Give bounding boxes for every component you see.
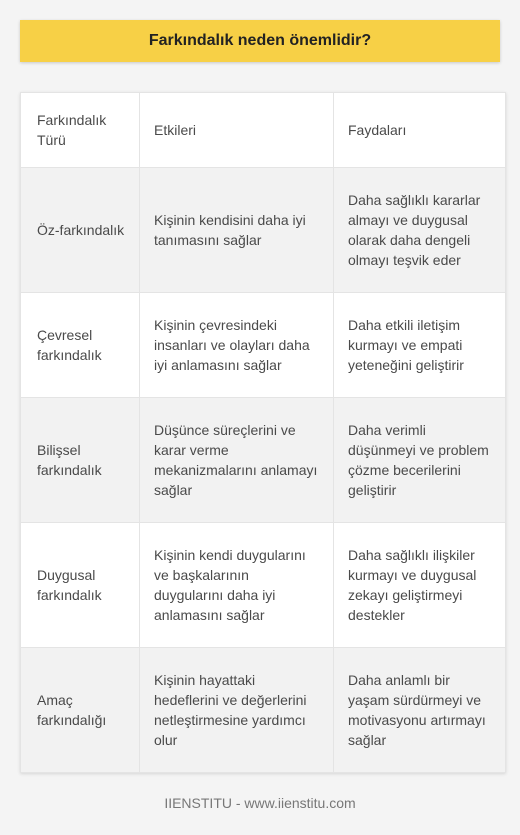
cell-effects: Kişinin kendi duygularını ve başkalarının duygularını daha iyi anlamasını sağlar: [140, 523, 334, 648]
cell-type: Öz-farkındalık: [21, 168, 140, 293]
cell-benefits: Daha verimli düşünmeyi ve problem çözme becerilerini geliştirir: [334, 398, 506, 523]
cell-benefits: Daha sağlıklı kararlar almayı ve duygusal olarak daha dengeli olmayı teşvik eder: [334, 168, 506, 293]
table-row: [21, 293, 506, 398]
table-row: [21, 168, 506, 293]
table-row: [21, 398, 506, 523]
header-cell-benefits: Faydaları: [334, 93, 506, 168]
cell-effects: Kişinin kendisini daha iyi tanımasını sağlar: [140, 168, 334, 293]
cell-type: Bilişsel farkındalık: [21, 398, 140, 523]
header-cell-type: Farkındalık Türü: [21, 93, 140, 168]
footer-credit: IIENSTITU - www.iienstitu.com: [164, 795, 356, 811]
table-row: [21, 523, 506, 648]
cell-benefits: Daha anlamlı bir yaşam sürdürmeyi ve motivasyonu artırmayı sağlar: [334, 648, 506, 773]
cell-effects: Düşünce süreçlerini ve karar verme mekanizmalarını anlamayı sağlar: [140, 398, 334, 523]
page-title: Farkındalık neden önemlidir?: [20, 20, 500, 62]
cell-type: Amaç farkındalığı: [21, 648, 140, 773]
cell-benefits: Daha sağlıklı ilişkiler kurmayı ve duygusal zekayı geliştirmeyi destekler: [334, 523, 506, 648]
table-row: [21, 648, 506, 773]
awareness-table: [20, 92, 506, 773]
cell-type: Duygusal farkındalık: [21, 523, 140, 648]
cell-effects: Kişinin hayattaki hedeflerini ve değerlerini netleştirmesine yardımcı olur: [140, 648, 334, 773]
cell-effects: Kişinin çevresindeki insanları ve olayları daha iyi anlamasını sağlar: [140, 293, 334, 398]
table-header-row: [21, 93, 506, 168]
cell-type: Çevresel farkındalık: [21, 293, 140, 398]
header-cell-effects: Etkileri: [140, 93, 334, 168]
cell-benefits: Daha etkili iletişim kurmayı ve empati yeteneğini geliştirir: [334, 293, 506, 398]
